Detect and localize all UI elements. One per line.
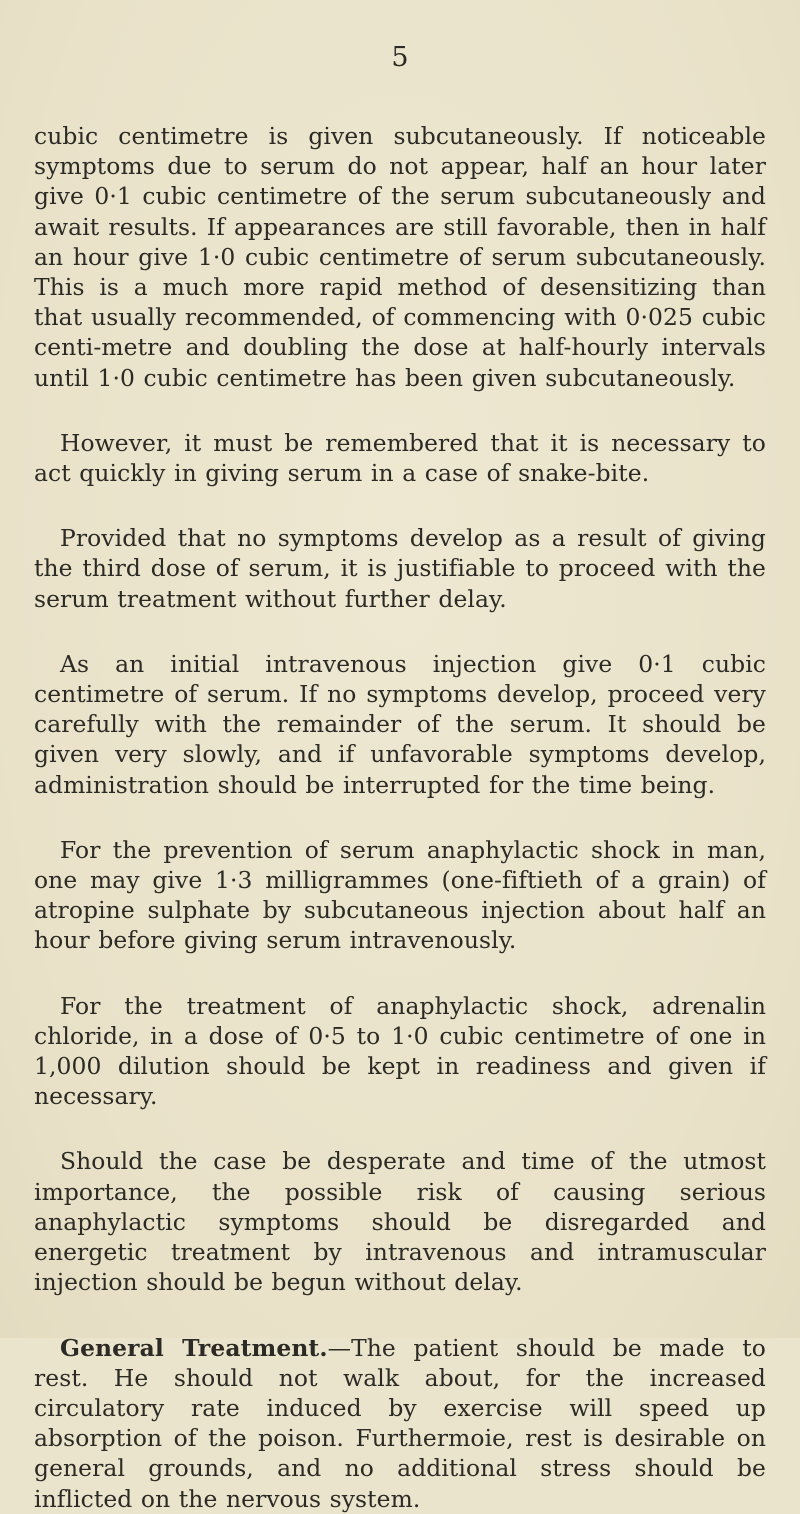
paragraph-treatment: For the treatment of anaphylactic shock, adrenalin chloride, in a dose of 0·5 to 1·0 cubic centimetre of one in 1,000 dilution should be kept in readiness and given if necessary. (34, 991, 766, 1111)
paragraph-intravenous-injection: As an initial intravenous injection give 0·1 cubic centimetre of serum. If no symptoms develop, proceed very carefully with the remainder of the serum. It should be given very slowly, and if unfavorable symptoms develop, administration should be interrupted for the time being. (34, 649, 766, 799)
general-treatment-text: —The patient should be made to rest. He should not walk about, for the increased circulatory rate induced by exercise will speed up absorption of the poison. Furthermoie, rest is desirable on general grounds, and no additional stress should be inflicted on the nervous system. (34, 1333, 766, 1513)
paragraph-desensitizing: cubic centimetre is given subcutaneously. If noticeable symptoms due to serum do not appear, half an hour later give 0·1 cubic centimetre of the serum subcutaneously and await results. If appearances are still favorable, then in half an hour give 1·0 cubic centimetre of serum subcutaneously. This is a much more rapid method of desensitizing than that usually recommended, of commencing with 0·025 cubic centi-metre and doubling the dose at half-hourly intervals until 1·0 cubic centimetre has been given subcutaneously. (34, 122, 766, 392)
paragraph-desperate-case: Should the case be desperate and time of the utmost importance, the possible risk of causing serious anaphylactic symptoms should be disregarded and energetic treatment by intravenous and intramuscular injection should be begun without delay. (34, 1147, 766, 1297)
paragraph-general-treatment (34, 1333, 766, 1514)
general-treatment-heading: General Treatment. (60, 1333, 328, 1362)
page-number: 5 (391, 42, 409, 73)
paragraph-snake-bite: However, it must be remembered that it is necessary to act quickly in giving serum in a case of snake-bite. (34, 428, 766, 488)
paragraph-prevention: For the prevention of serum anaphylactic shock in man, one may give 1·3 milligrammes (one-fiftieth of a grain) of atropine sulphate by subcutaneous injection about half an hour before giving serum intravenously. (34, 835, 766, 955)
paragraph-third-dose: Provided that no symptoms develop as a result of giving the third dose of serum, it is justifiable to proceed with the serum treatment without further delay. (34, 524, 766, 613)
